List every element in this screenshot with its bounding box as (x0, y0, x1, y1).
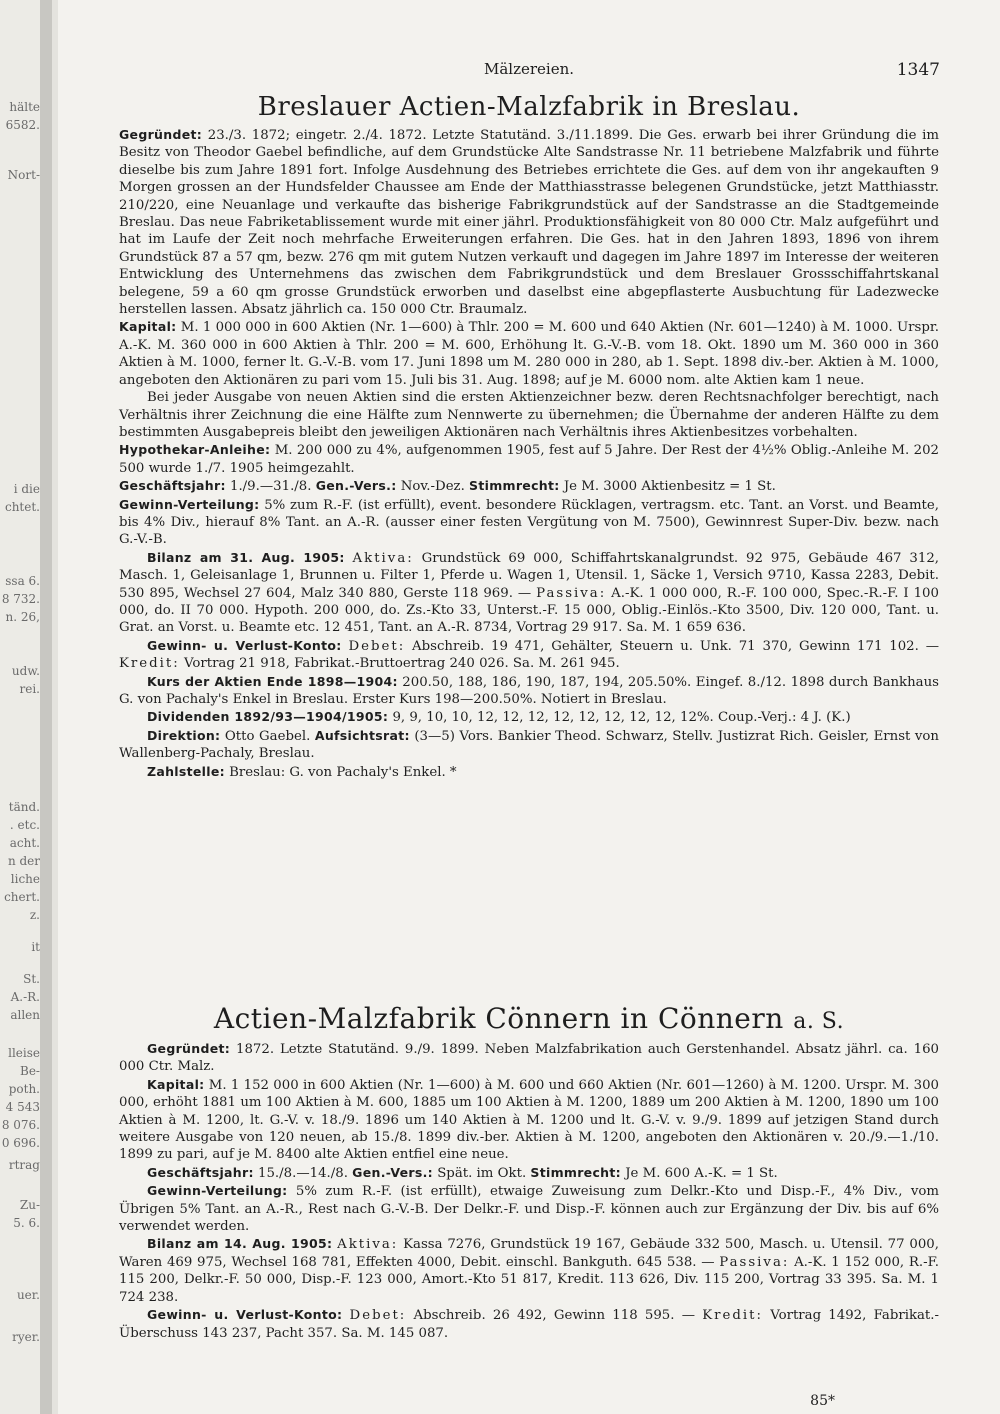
field-text: 9, 9, 10, 10, 12, 12, 12, 12, 12, 12, 12, 12, 12%. Coup.-Verj.: 4 J. (K.) (392, 710, 851, 726)
field-text: Breslau: G. von Pachaly's Enkel. * (229, 764, 457, 780)
margin-fragment: 8 732. (1, 592, 40, 606)
margin-fragment: Be- (20, 1064, 40, 1078)
field-label: Aufsichtsrat: (314, 727, 410, 743)
running-header (58, 60, 1000, 80)
dividends-paragraph (119, 708, 939, 726)
field-label: Stimmrecht: (530, 1164, 621, 1180)
field-text: 15./8.—14./8. (258, 1165, 348, 1181)
margin-fragment: 5. 6. (13, 1216, 40, 1230)
margin-fragment: hälte (9, 100, 40, 114)
margin-fragment: Nort- (7, 168, 40, 182)
field-text: M. 1 000 000 in 600 Aktien (Nr. 1—600) à Thlr. 200 = M. 600 und 640 Aktien (Nr. 601—1240) à M. 1000. Urspr. A.-K. M. 360 000 in 600 Aktien à Thlr. 200 = M. 600, Erhöhung lt. G.-V.-B. vom 18. Okt. 1890 um M. 360 000 in 360 Aktien à M. 1000, ferner lt. G.-V.-B. vom 17. Juni 1898 um M. 280 000 in 280, ab 1. Sept. 1898 div.-ber. Aktien à M. 1000, angeboten den Aktionären zu pari vom 15. Juli bis 31. Aug. 1898; auf je M. 6000 nom. alte Aktien kam 1 neue. (119, 320, 939, 388)
field-label: Kurs der Aktien Ende 1898—1904: (147, 673, 398, 689)
field-label: Kredit: (702, 1308, 763, 1324)
margin-fragment: allen (10, 1008, 40, 1022)
field-label: Gewinn- u. Verlust-Konto: (147, 1307, 343, 1323)
field-label: Zahlstelle: (147, 763, 225, 779)
signature-mark: 85* (810, 1393, 835, 1409)
field-text: Grundstück 69 000, Schiffahrtskanalgrundst. 92 975, Gebäude 467 312, Masch. 1, Geleisanlage 1, Brunnen u. Filter 1, Pferde u. Wagen 1, Utensil. 1, Säcke 1, Versich 9710, Kassa 2283, Debit. 530 895, Wechsel 27 604, Malz 340 880, Gerste 118 969. — (119, 550, 940, 601)
field-text: Je M. 600 A.-K. = 1 St. (625, 1165, 778, 1181)
company-title-main: Actien-Malzfabrik Cönnern in Cönnern (213, 1002, 784, 1035)
field-label: Gewinn-Verteilung: (119, 496, 260, 512)
field-label: Gegründet: (119, 127, 203, 142)
field-text: M. 200 000 zu 4%, aufgenommen 1905, fest auf 5 Jahre. Der Rest der 4½% Oblig.-Anleihe M. 202 500 wurde 1./7. 1905 heimgezahlt. (119, 443, 939, 476)
field-label: Dividenden 1892/93—1904/1905: (147, 709, 389, 725)
margin-fragment: i die (13, 482, 40, 496)
profit-distribution-paragraph (119, 496, 939, 549)
field-text: 1./9.—31./8. (230, 479, 312, 495)
margin-fragment: St. (23, 972, 40, 986)
field-label: Aktiva: (337, 1237, 399, 1253)
field-text: Spät. im Okt. (437, 1165, 527, 1181)
field-label: Gewinn-Verteilung: (147, 1183, 288, 1199)
field-text: Abschreib. 26 492, Gewinn 118 595. — (413, 1308, 696, 1324)
field-label: Geschäftsjahr: (119, 478, 226, 494)
margin-fragment: ryer. (12, 1330, 40, 1344)
company-entry (119, 1040, 939, 1342)
fiscal-paragraph (119, 1164, 939, 1182)
margin-fragment: rei. (19, 682, 40, 696)
company-title-suffix: a. S. (793, 1009, 845, 1034)
margin-fragment: it (31, 940, 40, 954)
field-text: A.-K. 1 152 000, R.-F. 115 200, Delkr.-F. 50 000, Disp.-F. 123 000, Amort.-Kto 51 817, Kredit. 113 626, Div. 115 200, Vortrag 33 395. Sa. M. 1 724 238. (119, 1254, 939, 1305)
fiscal-paragraph (119, 477, 939, 495)
field-label: Bilanz am 31. Aug. 1905: (147, 549, 345, 565)
founded-paragraph (119, 126, 939, 318)
founded-paragraph (119, 1040, 939, 1076)
company-title (58, 1002, 1000, 1035)
margin-fragment: chtet. (4, 500, 40, 514)
field-text: 5% zum R.-F. (ist erfüllt), event. besondere Rücklagen, vertragsm. etc. Tant. an Vorst. und Beamte, bis 4% Div., hierauf 8% Tant. an A.-R. (ausser einer festen Vergütung von M. 7500), Gewinnrest Super-Div. bezw. nach G.-V.-B. (119, 497, 939, 548)
field-text: 23./3. 1872; eingetr. 2./4. 1872. Letzte Statutänd. 3./11.1899. Die Ges. erwarb bei ihrer Gründung die im Besitz von Theodor Gaebel befindliche, auf dem Grundstücke Alte Sandstrasse Nr. 11 betriebene Malzfabrik und führte dieselbe bis zum Jahre 1891 fort. Infolge Ausdehnung des Betriebes errichtete die Ges. auf dem von ihr angekauften 9 Morgen grossen an der Hundsfelder Chaussee am Ende der Matthiasstrasse belegenen Grundstücke, jetzt Matthiasstr. 210/220, eine Neuanlage und verkaufte das bisherige Fabrikgrundstück auf der Sandstrasse an die Stadtgemeinde Breslau. Das neue Fabriketablissement wurde mit einer jährl. Produktionsfähigkeit von 80 000 Ctr. Malz aufgeführt und hat im Laufe der Zeit noch mehrfache Erweiterungen erfahren. Die Ges. hat in den Jahren 1893, 1896 von ihrem Grundstück 87 a 57 qm, bezw. 276 qm mit gutem Nutzen verkauft und dagegen im Jahre 1897 im Interesse der weiteren Entwicklung des Unternehmens das zwischen dem Fabrikgrundstück und dem Breslauer Grossschiffahrtskanal belegene, 59 a 60 qm grosse Grundstück erworben und daselbst eine abgepflasterte Ausbuchtung für Ladezwecke herstellen lassen. Absatz jährlich ca. 150 000 Ctr. Braumalz. (119, 128, 939, 318)
field-label: Kredit: (119, 656, 180, 672)
profit-distribution-paragraph (119, 1182, 939, 1235)
income-statement-paragraph (119, 1306, 939, 1342)
field-label: Passiva: (536, 585, 607, 601)
field-label: Direktion: (147, 727, 221, 743)
margin-fragment: udw. (11, 664, 40, 678)
field-label: Gen.-Vers.: (315, 478, 397, 494)
margin-fragment: Zu- (19, 1198, 40, 1212)
margin-fragment: 4 543 (5, 1100, 40, 1114)
field-text: (3—5) Vors. Bankier Theod. Schwarz, Stellv. Justizrat Rich. Geisler, Ernst von Wallenberg-Pachaly, Breslau. (119, 728, 939, 762)
field-text: 200.50, 188, 186, 190, 187, 194, 205.50%. Eingef. 8./12. 1898 durch Bankhaus G. von Pachaly's Enkel in Breslau. Erster Kurs 198—200.50%. Notiert in Breslau. (119, 674, 939, 707)
field-label: Passiva: (719, 1254, 790, 1270)
management-paragraph (119, 727, 939, 763)
field-text: Vortrag 21 918, Fabrikat.-Bruttoertrag 240 026. Sa. M. 261 945. (183, 656, 620, 672)
margin-fragment: ssa 6. (5, 574, 40, 588)
field-text: 5% zum R.-F. (ist erfüllt), etwaige Zuweisung zum Delkr.-Kto und Disp.-F., 4% Div., vom Übrigen 5% Tant. an A.-R., Rest nach G.-V.-B. Der Delkr.-F. und Disp.-F. können auch zur Ergänzung der Div. bis auf 6% verwendet werden. (119, 1184, 939, 1235)
field-label: Gen.-Vers.: (352, 1164, 433, 1180)
margin-fragment: acht. (9, 836, 40, 850)
field-text: Kassa 7276, Grundstück 19 167, Gebäude 332 500, Masch. u. Utensil. 77 000, Waren 469 975, Wechsel 168 781, Effekten 4000, Debit. einschl. Bankguth. 645 538. — (119, 1237, 939, 1270)
company-title: Breslauer Actien-Malzfabrik in Breslau. (257, 92, 801, 122)
field-text: 1872. Letzte Statutänd. 9./9. 1899. Neben Malzfabrikation auch Gerstenhandel. Absatz jährl. ca. 160 000 Ctr. Malz. (119, 1042, 939, 1075)
balance-paragraph (119, 1235, 939, 1306)
section-title: Mälzereien. (483, 60, 575, 78)
margin-fragment: z. (29, 908, 40, 922)
margin-fragment: poth. (8, 1082, 40, 1096)
income-statement-paragraph (119, 637, 939, 673)
field-label: Kapital: (119, 319, 177, 335)
margin-fragment: 8 076. (1, 1118, 40, 1132)
subscription-paragraph: Bei jeder Ausgabe von neuen Aktien sind die ersten Aktienzeichner bezw. deren Rechtsnachfolger berechtigt, nach Verhältnis ihrer Zeichnung die eine Hälfte zum Nennwerte zu übernehmen; die Übernahme der anderen Hälfte zu dem bestimmten Ausgabepreis bleibt den jeweiligen Aktionären nach Verhältnis ihres Aktienbesitzes vorbehalten. (119, 390, 939, 440)
paying-agent-paragraph (119, 763, 939, 781)
margin-fragment: chert. (4, 890, 40, 904)
field-text: M. 1 152 000 in 600 Aktien (Nr. 1—600) à M. 600 und 660 Aktien (Nr. 601—1260) à M. 1200. Urspr. M. 300 000, erhöht 1881 um 100 Aktien à M. 600, 1885 um 100 Aktien à M. 1200, 1889 um 200 Aktien à M. 1200, 1890 um 100 Aktien à M. 1200, lt. G.-V. v. 18./9. 1896 um 140 Aktien à M. 1200 und lt. G.-V. v. 9./9. 1899 auf jetzigen Stand durch weitere Ausgabe von 120 neuen, ab 15./8. 1899 div.-ber. Aktien à M. 1200, angeboten den Aktionären v. 20./9.—1./10. 1899 zu pari, auf je M. 8400 alte Aktien entfiel eine neue. (119, 1077, 939, 1163)
capital-paragraph (119, 318, 939, 389)
field-label: Bilanz am 14. Aug. 1905: (147, 1236, 333, 1252)
margin-fragment: 6582. (5, 118, 40, 132)
margin-fragment: . etc. (9, 818, 40, 832)
field-label: Geschäftsjahr: (147, 1164, 254, 1180)
margin-fragment: n der (7, 854, 40, 868)
margin-fragment: rtrag (8, 1158, 40, 1172)
field-label: Aktiva: (352, 550, 414, 566)
book-gutter (40, 0, 52, 1414)
margin-fragment: tänd. (8, 800, 40, 814)
capital-paragraph (119, 1076, 939, 1164)
field-label: Debet: (349, 1308, 407, 1324)
mortgage-paragraph (119, 441, 939, 477)
margin-fragment: n. 26, (5, 610, 40, 624)
field-text: Abschreib. 19 471, Gehälter, Steuern u. Unk. 71 370, Gewinn 171 102. — (412, 638, 940, 654)
field-text: Vortrag 1492, Fabrikat.-Überschuss 143 237, Pacht 357. Sa. M. 145 087. (119, 1308, 939, 1341)
page-number: 1347 (896, 60, 940, 80)
field-label: Hypothekar-Anleihe: (119, 442, 271, 458)
field-text: Nov.-Dez. (400, 479, 465, 495)
field-label: Gewinn- u. Verlust-Konto: (147, 637, 342, 653)
margin-fragment: uer. (16, 1288, 40, 1302)
field-label: Stimmrecht: (469, 478, 560, 494)
margin-fragment: lleise (8, 1046, 40, 1060)
field-label: Debet: (348, 638, 406, 654)
margin-fragment: 0 696. (1, 1136, 40, 1150)
margin-fragment: A.-R. (10, 990, 40, 1004)
share-price-paragraph (119, 673, 939, 709)
field-label: Gegründet: (147, 1041, 231, 1056)
field-text: Otto Gaebel. (224, 728, 311, 744)
field-label: Kapital: (147, 1076, 205, 1092)
margin-fragment: liche (10, 872, 40, 886)
field-text: A.-K. 1 000 000, R.-F. 100 000, Spec.-R.-F. I 100 000, do. II 70 000. Hypoth. 200 000, do. Zs.-Kto 33, Unterst.-F. 15 000, Oblig.-Einlös.-Kto 3500, Div. 120 000, Tant. u. Grat. an Vorst. u. Beamte etc. 12 451, Tant. an A.-R. 8734, Vortrag 29 917. Sa. M. 1 659 636. (119, 585, 939, 636)
company-entry (119, 126, 939, 781)
book-page (58, 0, 1000, 1414)
field-text: Je M. 3000 Aktienbesitz = 1 St. (563, 479, 776, 495)
balance-paragraph (119, 549, 939, 637)
